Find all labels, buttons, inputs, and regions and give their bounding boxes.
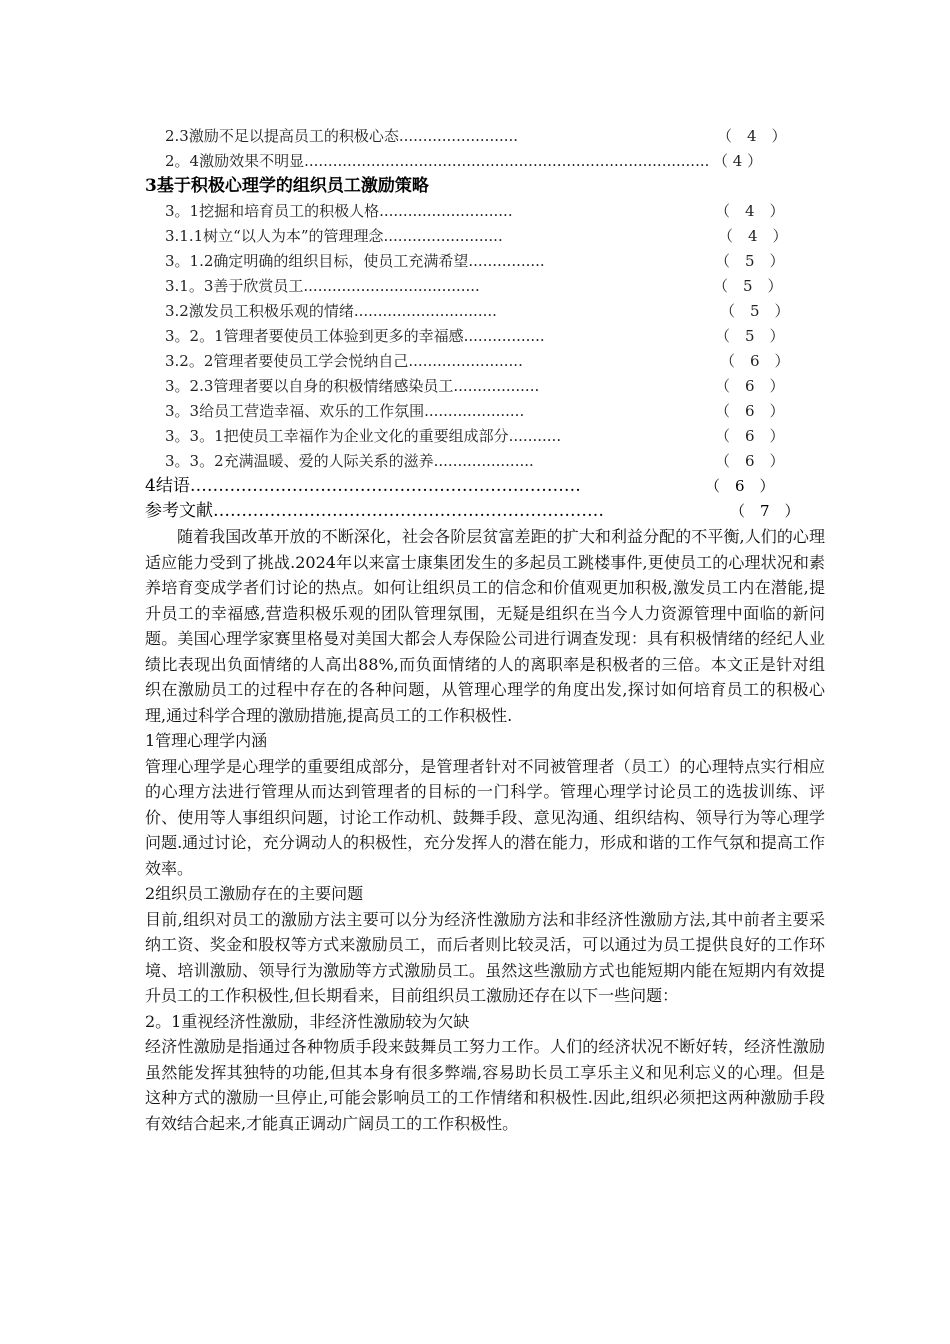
toc-entry-title: 3基于积极心理学的组织员工激励策略 [145, 176, 429, 196]
toc-entry[interactable] [165, 149, 795, 173]
toc-entry-page: （ 6 ） [715, 377, 785, 395]
toc-entry[interactable] [165, 324, 795, 348]
toc-entry-page: （ 6 ） [715, 427, 785, 445]
toc-entry[interactable] [165, 349, 795, 373]
toc-entry-page: （ 4 ） [713, 152, 763, 170]
toc-entry-page: （ 5 ） [715, 327, 785, 345]
section-heading-2: 2组织员工激励存在的主要问题 [145, 884, 364, 903]
toc-entry-title: 3.2。2管理者要使员工学会悦纳自己........................ [165, 352, 523, 370]
toc-entry-page: （ 6 ） [715, 402, 785, 420]
section-1-paragraph: 管理心理学是心理学的重要组成部分，是管理者针对不同被管理者（员工）的心理特点实行相应的心理方法进行管理从而达到管理者的目标的一门科学。管理心理学讨论员工的选拔训练、评价、使用等人事组织问题，讨论工作动机、鼓舞手段、意见沟通、组织结构、领导行为等心理学问题.通过讨论，充分调动人的积极性，充分发挥人的潜在能力，形成和谐的工作气氛和提高工作效率。 [145, 756, 825, 878]
section-2-paragraph: 目前,组织对员工的激励方法主要可以分为经济性激励方法和非经济性激励方法,其中前者主要采纳工资、奖金和股权等方式来激励员工，而后者则比较灵活，可以通过为员工提供良好的工作环境、培训激励、领导行为激励等方式激励员工。虽然这些激励方式也能短期内能在短期内有效提升员工的工作积极性,但长期看来，目前组织员工激励还存在以下一些问题： [145, 909, 825, 1005]
intro-paragraph: 随着我国改革开放的不断深化，社会各阶层贫富差距的扩大和利益分配的不平衡,人们的心理适应能力受到了挑战.2024年以来富士康集团发生的多起员工跳楼事件,更使员工的心理状况和素养培育变成学者们讨论的热点。如何让组织员工的信念和价值观更加积极,激发员工内在潜能,提升员工的幸福感,营造积极乐观的团队管理氛围，无疑是组织在当今人力资源管理中面临的新问题。美国心理学家赛里格曼对美国大都会人寿保险公司进行调查发现：具有积极情绪的经纪人业绩比表现出负面情绪的人高出88%,而负面情绪的人的离职率是积极者的三倍。本文正是针对组织在激励员工的过程中存在的各种问题，从管理心理学的角度出发,探讨如何培育员工的积极心理,通过科学合理的激励措施,提高员工的工作积极性. [145, 527, 825, 725]
toc-entry-page: （ 7 ） [730, 502, 800, 520]
toc-entry-title: 3.1.1树立“以人为本”的管理理念......................... [165, 227, 503, 245]
toc-entry-page: （ 5 ） [720, 302, 790, 320]
toc-entry[interactable] [165, 274, 795, 298]
toc-entry[interactable] [165, 249, 795, 273]
toc-entry[interactable] [165, 424, 795, 448]
toc-entry-page: （ 6 ） [705, 477, 775, 495]
toc-entry-title: 3.2激发员工积极乐观的情绪.............................. [165, 302, 497, 320]
section-heading-1: 1管理心理学内涵 [145, 731, 268, 750]
toc-entry-title: 3。3。2充满温暖、爱的人际关系的滋养..................... [165, 452, 534, 470]
toc-entry-title: 参考文献…………………………………………………………… [145, 501, 604, 521]
toc-entry[interactable] [165, 449, 795, 473]
toc-chapter[interactable] [145, 174, 795, 198]
toc-entry-page: （ 5 ） [715, 252, 785, 270]
toc-entry-page: （ 4 ） [717, 127, 787, 145]
toc-entry[interactable] [165, 299, 795, 323]
toc-entry-title: 3。3。1把使员工幸福作为企业文化的重要组成部分........... [165, 427, 562, 445]
subsection-2-1-paragraph: 经济性激励是指通过各种物质手段来鼓舞员工努力工作。人们的经济状况不断好转，经济性激励虽然能发挥其独特的功能,但其本身有很多弊端,容易助长员工享乐主义和见利忘义的心理。但是这种方式的激励一旦停止,可能会影响员工的工作情绪和积极性.因此,组织必须把这两种激励手段有效结合起来,才能真正调动广阔员工的工作积极性。 [145, 1037, 825, 1133]
toc-entry-page: （ 5 ） [713, 277, 783, 295]
toc-entry-title: 3。2.3管理者要以自身的积极情绪感染员工.................. [165, 377, 540, 395]
toc-entry-title: 2。4激励效果不明显..................................................................................... [165, 152, 710, 170]
toc-entry-title: 3.1。3善于欣赏员工..................................... [165, 277, 480, 295]
toc-entry-title: 3。2。1管理者要使员工体验到更多的幸福感................. [165, 327, 545, 345]
toc-entry[interactable] [165, 124, 795, 148]
toc-entry-title: 2.3激励不足以提高员工的积极心态......................... [165, 127, 519, 145]
toc-entry[interactable] [165, 399, 795, 423]
toc-entry-title: 3。1.2确定明确的组织目标，使员工充满希望................ [165, 252, 545, 270]
toc-entry-page: （ 4 ） [715, 202, 785, 220]
toc-entry[interactable] [165, 199, 795, 223]
toc-chapter[interactable] [145, 474, 795, 498]
toc-entry-title: 4结语…………………………………………………………… [145, 476, 581, 496]
document-body [145, 524, 825, 1136]
toc-entry[interactable] [165, 374, 795, 398]
toc-entry-title: 3。3给员工营造幸福、欢乐的工作氛围..................... [165, 402, 525, 420]
toc-entry-page: （ 4 ） [718, 227, 788, 245]
toc-entry-title: 3。1挖掘和培育员工的积极人格............................ [165, 202, 513, 220]
toc-entry[interactable] [165, 224, 795, 248]
subsection-heading-2-1: 2。1重视经济性激励，非经济性激励较为欠缺 [145, 1011, 470, 1031]
toc-entry-page: （ 6 ） [715, 452, 785, 470]
toc-chapter[interactable] [145, 499, 800, 523]
toc-entry-page: （ 6 ） [720, 352, 790, 370]
